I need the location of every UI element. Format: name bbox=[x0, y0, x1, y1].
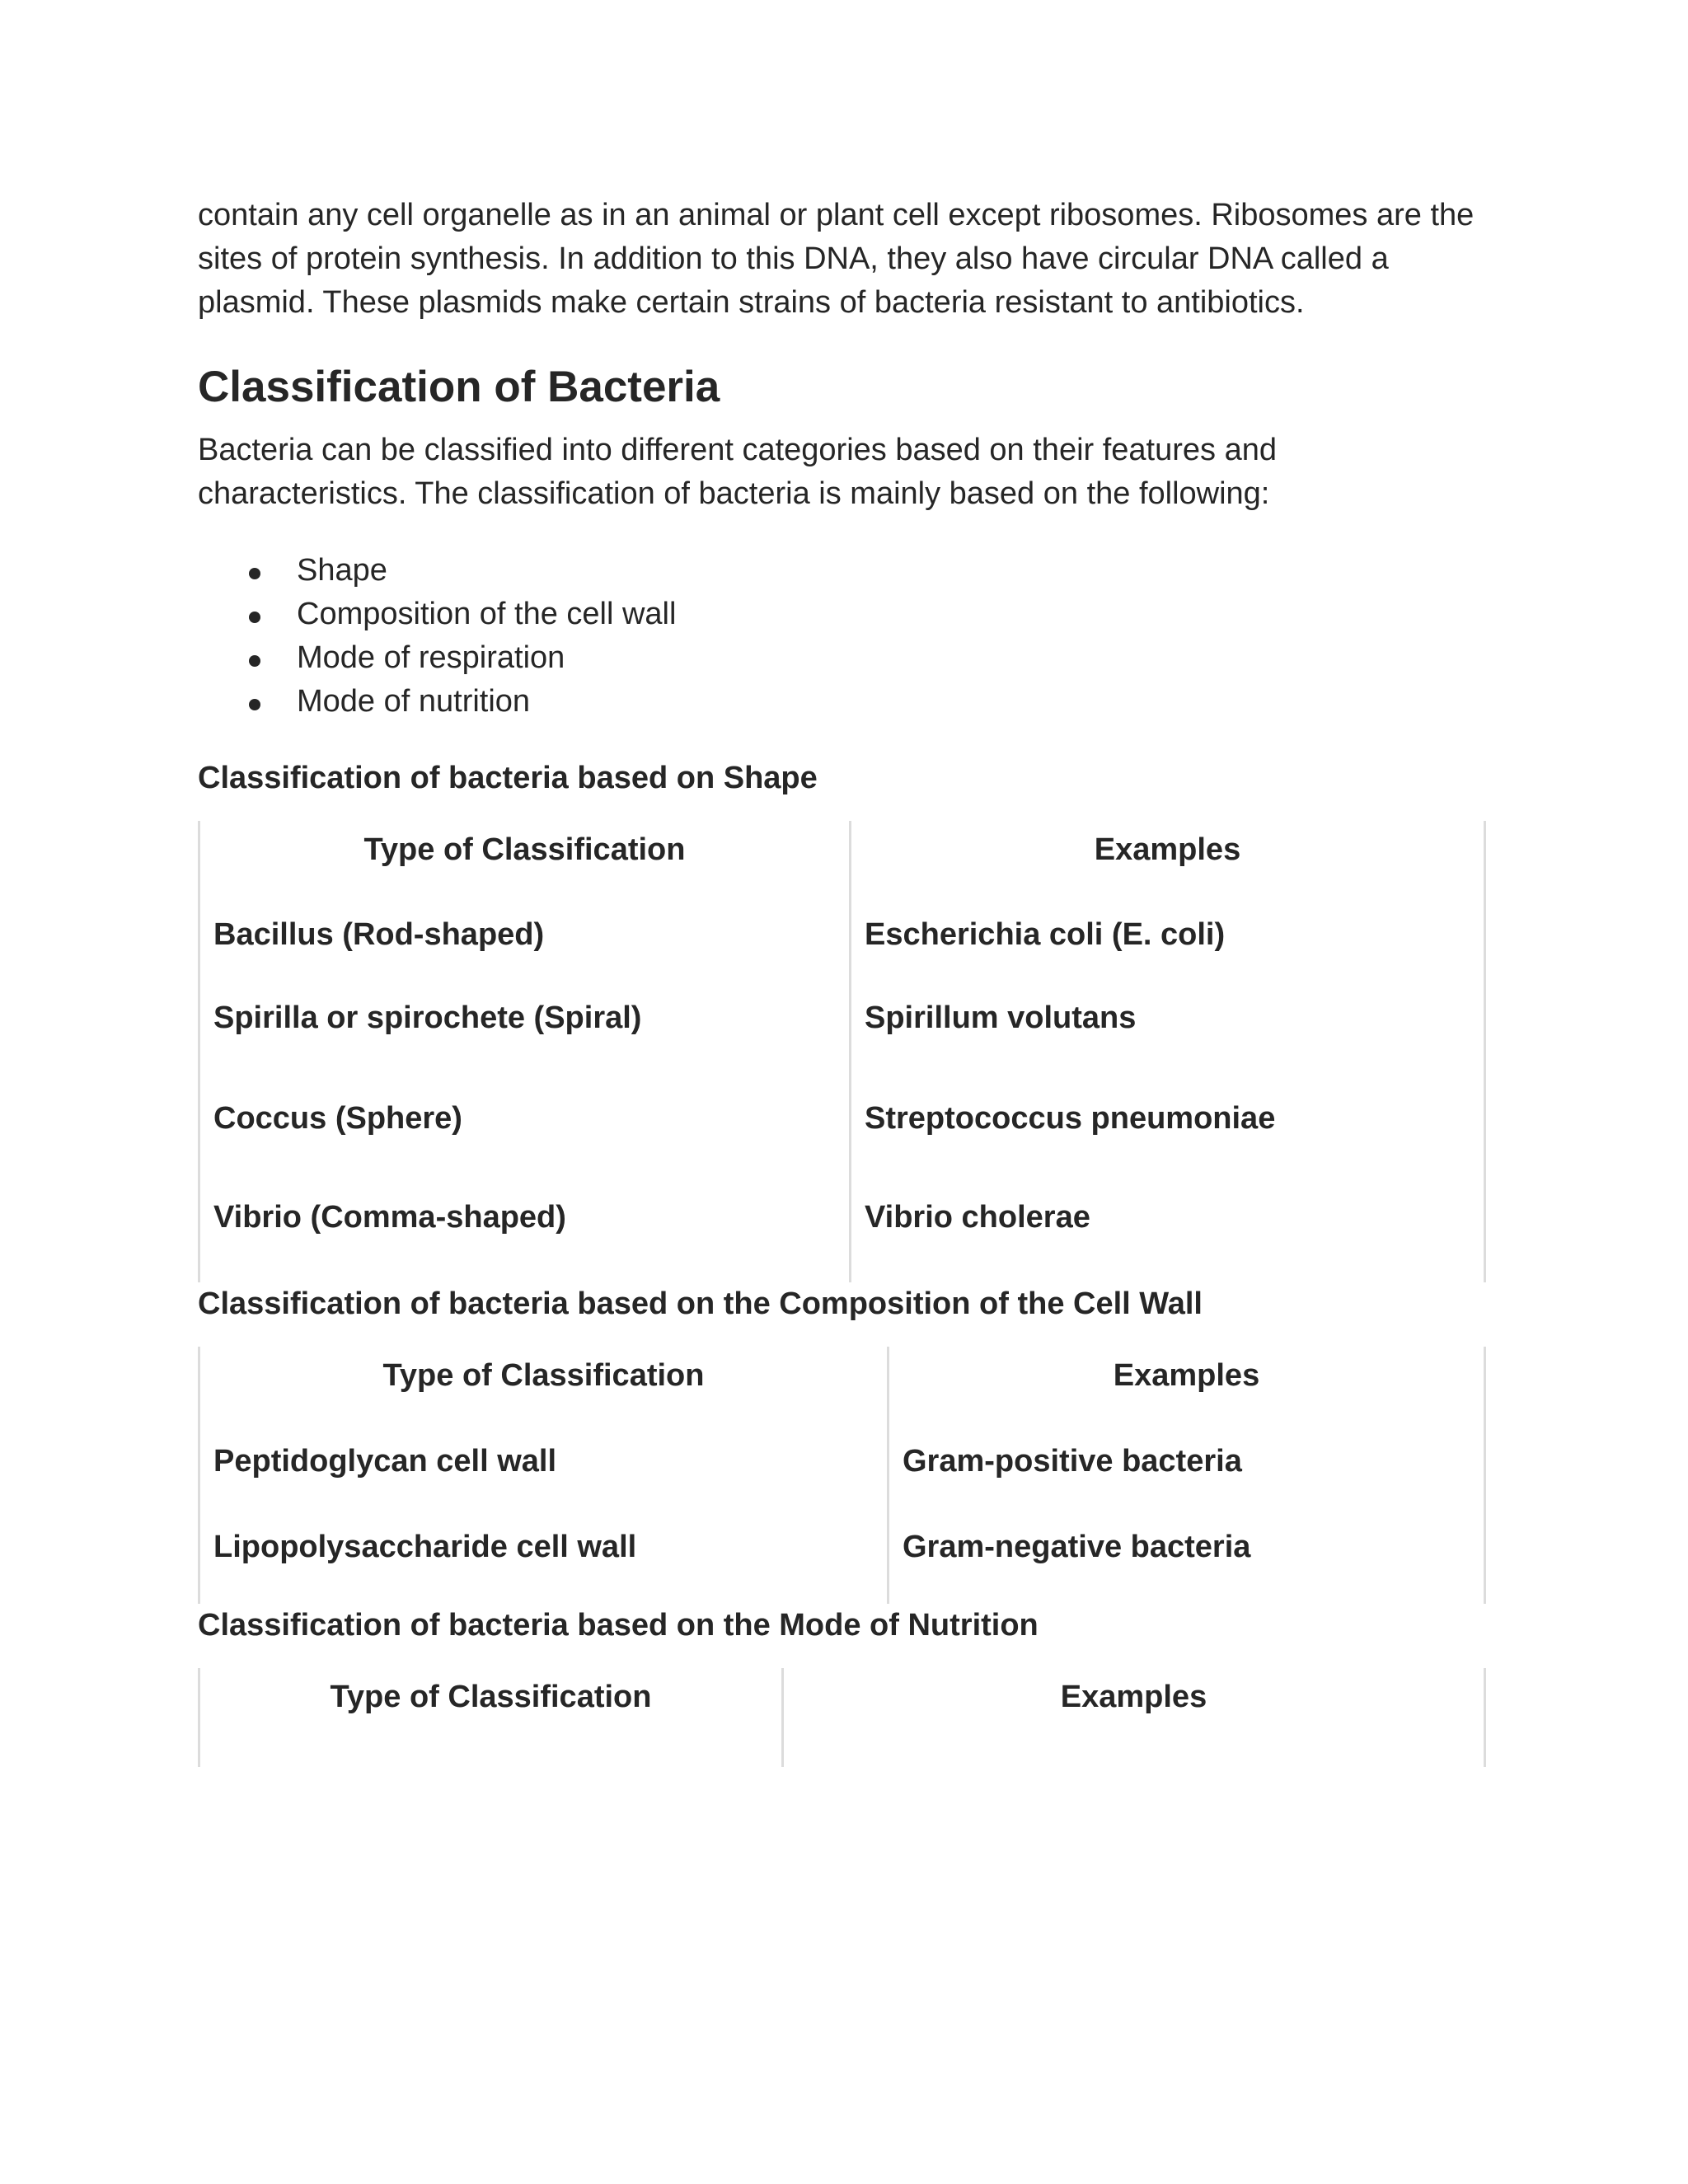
list-item: Mode of nutrition bbox=[198, 680, 1484, 724]
table-row bbox=[199, 902, 1485, 968]
table-row bbox=[199, 1169, 1485, 1282]
nutrition-table-heading: Classification of bacteria based on the Mode of Nutrition bbox=[198, 1608, 1039, 1643]
bullet-icon bbox=[249, 655, 260, 667]
table-row bbox=[199, 968, 1485, 1068]
shape-classification-table bbox=[198, 821, 1486, 1282]
table-row bbox=[199, 1068, 1485, 1169]
table-cell: Peptidoglycan cell wall bbox=[199, 1416, 889, 1507]
table-cell: Bacillus (Rod-shaped) bbox=[199, 902, 851, 968]
table-cell: Gram-negative bacteria bbox=[889, 1507, 1485, 1604]
section-title: Classification of Bacteria bbox=[198, 363, 720, 411]
table-cell: Gram-positive bacteria bbox=[889, 1416, 1485, 1507]
table-header-row bbox=[199, 1668, 1485, 1767]
table-row bbox=[199, 1416, 1485, 1507]
table-cell: Vibrio (Comma-shaped) bbox=[199, 1169, 851, 1282]
intro-paragraph: contain any cell organelle as in an animal or plant cell except ribosomes. Ribosomes are the sites of protein synthesis. In addition to this DNA, they also have circular DNA called a plasmid. These plasmids make certain strains of bacteria resistant to antibiotics. bbox=[198, 198, 1475, 320]
table-row bbox=[199, 1507, 1485, 1604]
cell-wall-table-heading: Classification of bacteria based on the Composition of the Cell Wall bbox=[198, 1286, 1203, 1321]
column-header-type: Type of Classification bbox=[199, 1668, 783, 1767]
section-description: Bacteria can be classified into different categories based on their features and characteristics. The classification of bacteria is mainly based on the following: bbox=[198, 433, 1277, 511]
table-cell: Streptococcus pneumoniae bbox=[851, 1068, 1485, 1169]
bullet-icon bbox=[249, 568, 260, 579]
table-cell: Escherichia coli (E. coli) bbox=[851, 902, 1485, 968]
table-header-row bbox=[199, 1347, 1485, 1416]
list-item: Mode of respiration bbox=[198, 636, 1484, 680]
cell-wall-classification-table bbox=[198, 1347, 1486, 1604]
table-header-row bbox=[199, 821, 1485, 902]
bullet-icon bbox=[249, 699, 260, 710]
shape-table-heading: Classification of bacteria based on Shape bbox=[198, 761, 818, 795]
column-header-examples: Examples bbox=[889, 1347, 1485, 1416]
table-cell: Spirillum volutans bbox=[851, 968, 1485, 1068]
table-cell: Coccus (Sphere) bbox=[199, 1068, 851, 1169]
column-header-examples: Examples bbox=[783, 1668, 1485, 1767]
nutrition-classification-table bbox=[198, 1668, 1486, 1767]
table-cell: Vibrio cholerae bbox=[851, 1169, 1485, 1282]
column-header-examples: Examples bbox=[851, 821, 1485, 902]
table-cell: Spirilla or spirochete (Spiral) bbox=[199, 968, 851, 1068]
list-item: Shape bbox=[198, 549, 1484, 593]
document-page bbox=[198, 194, 1484, 1767]
column-header-type: Type of Classification bbox=[199, 821, 851, 902]
bullet-icon bbox=[249, 612, 260, 623]
criteria-list bbox=[198, 549, 1484, 724]
table-cell: Lipopolysaccharide cell wall bbox=[199, 1507, 889, 1604]
column-header-type: Type of Classification bbox=[199, 1347, 889, 1416]
list-item: Composition of the cell wall bbox=[198, 593, 1484, 636]
